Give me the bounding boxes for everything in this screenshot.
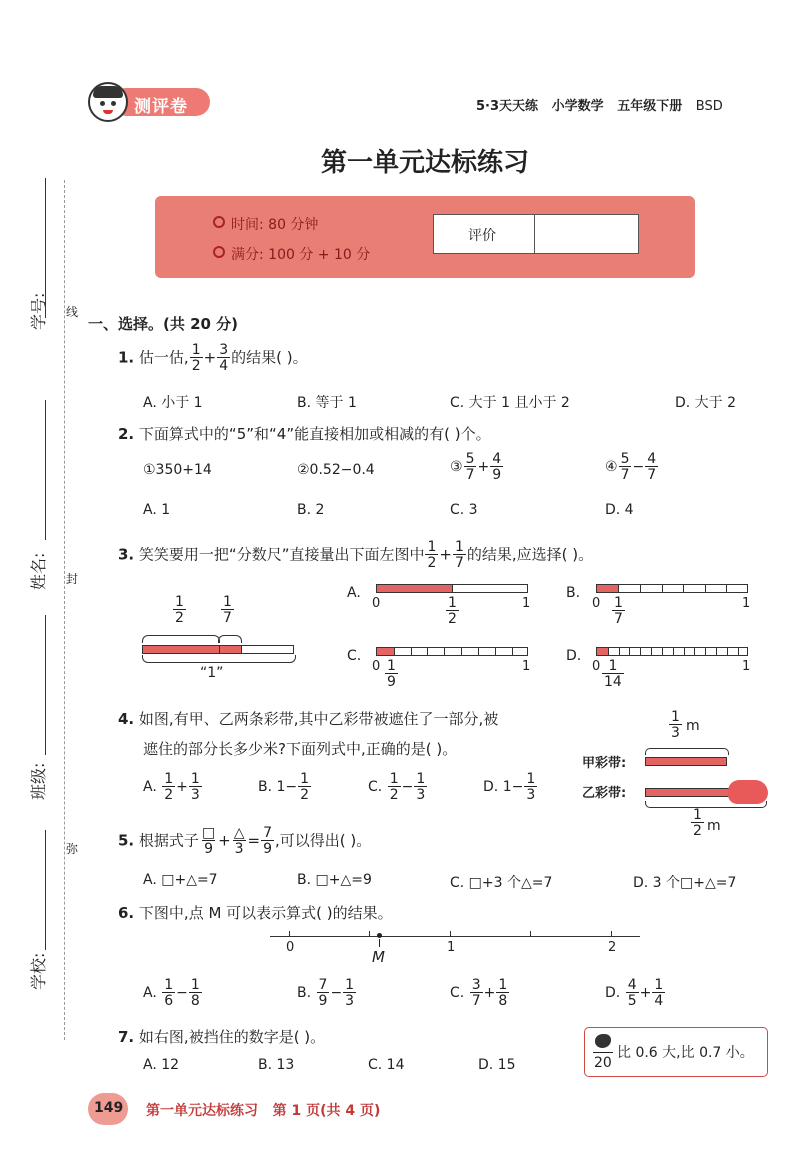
school-line: [45, 830, 46, 950]
q2-option-c[interactable]: C. 3: [450, 502, 478, 518]
q1-option-a[interactable]: A. 小于 1: [143, 395, 203, 411]
point-m-arrow-icon: [379, 939, 380, 947]
question-1: 1. 估一估, $\frac{1}{2}$ + $\frac{3}{4}$ 的结果( )。: [118, 342, 308, 374]
page-number: 149: [94, 1100, 124, 1116]
margin-mark-mi: 弥: [66, 842, 79, 856]
badge: [88, 82, 212, 122]
student-id-line: [45, 178, 46, 318]
series-name: 5·3天天练: [476, 99, 539, 114]
q2-expression-1: ①350+14: [143, 462, 212, 478]
q6-option-d[interactable]: D. $\frac{4}{5}$ + $\frac{1}{4}$: [605, 977, 664, 1009]
name-line: [45, 400, 46, 540]
q2-option-b[interactable]: B. 2: [297, 502, 325, 518]
q3-ruler-c: [376, 647, 528, 656]
q7-hint-box: [584, 1027, 768, 1077]
q7-option-d[interactable]: D. 15: [478, 1057, 516, 1073]
badge-label: 测评卷: [134, 97, 188, 117]
question-5: 5. 根据式子 $\frac{□}{9}$ + $\frac{\triangle}{3}$ = $\frac{7}{9}$ ,可以得出( )。: [118, 825, 372, 857]
q2-option-a[interactable]: A. 1: [143, 502, 171, 518]
q3-ruler-b: [596, 584, 748, 593]
q5-option-a[interactable]: A. □+△=7: [143, 872, 218, 888]
ribbon-yi-label: 乙彩带:: [582, 786, 627, 801]
q3-label-seventh: $\frac{1}{7}$: [223, 594, 232, 626]
q4-option-d[interactable]: D. 1− $\frac{1}{3}$: [483, 771, 536, 803]
header-info: [476, 95, 723, 114]
q3-ruler-a: [376, 584, 528, 593]
q3-ruler-c-mark: $\frac{1}{9}$: [387, 658, 396, 690]
q1-option-d[interactable]: D. 大于 2: [675, 395, 737, 411]
q5-option-c[interactable]: C. □+3 个△=7: [450, 875, 553, 891]
class-label: 班级:: [29, 762, 48, 800]
school-label: 学校:: [29, 952, 48, 990]
page-number-badge: [88, 1093, 128, 1125]
subject-name: 小学数学: [551, 99, 604, 114]
section-heading: 一、选择。(共 20 分): [88, 315, 239, 333]
check-icon: [213, 246, 225, 258]
q4-option-c[interactable]: C. $\frac{1}{2}$ − $\frac{1}{3}$: [368, 771, 426, 803]
q5-option-d[interactable]: D. 3 个□+△=7: [633, 875, 737, 891]
class-line: [45, 615, 46, 755]
q6-option-c[interactable]: C. $\frac{3}{7}$ + $\frac{1}{8}$: [450, 977, 508, 1009]
ink-blot-icon: [595, 1034, 611, 1048]
q7-option-c[interactable]: C. 14: [368, 1057, 405, 1073]
question-7: 7. 如右图,被挡住的数字是( )。: [118, 1028, 326, 1046]
ribbon-yi: [645, 788, 735, 797]
margin-mark-xian: 线: [66, 305, 79, 319]
q4-bottom-fraction: $\frac{1}{2}$: [693, 807, 702, 839]
grade-name: 五年级下册: [617, 99, 683, 114]
hint-denominator: 20: [594, 1055, 612, 1071]
clock-icon: [213, 216, 225, 228]
tick-2: 2: [608, 940, 617, 955]
question-6: 6. 下图中,点 M 可以表示算式( )的结果。: [118, 904, 393, 922]
q1-option-b[interactable]: B. 等于 1: [297, 395, 357, 411]
point-m-label: M: [372, 948, 385, 966]
student-id-label: 学号:: [29, 292, 48, 330]
tick-1: 1: [447, 940, 456, 955]
question-3: 3. 笑笑要用一把“分数尺”直接量出下面左图中 $\frac{1}{2}$ + $\frac{1}{7}$ 的结果,应选择( )。: [118, 539, 594, 571]
q2-expression-4: ④ $\frac{5}{7}$ − $\frac{4}{7}$: [605, 451, 657, 483]
edition-name: BSD: [695, 99, 723, 114]
q3-unit-label: “1”: [200, 665, 224, 681]
q4-top-fraction: $\frac{1}{3}$: [671, 709, 680, 741]
q3-ruler-d: [596, 647, 748, 656]
tick-0: 0: [286, 940, 295, 955]
question-4-line-2: 遮住的部分长多少米?下面列式中,正确的是( )。: [143, 740, 458, 758]
q7-option-b[interactable]: B. 13: [258, 1057, 295, 1073]
ribbon-jia-label: 甲彩带:: [582, 756, 627, 771]
q3-option-a[interactable]: A.: [347, 585, 361, 601]
q3-strip: [142, 645, 294, 654]
q3-option-c[interactable]: C.: [347, 648, 362, 664]
question-2: 2. 下面算式中的“5”和“4”能直接相加或相减的有( )个。: [118, 425, 491, 443]
q6-option-b[interactable]: B. $\frac{7}{9}$ − $\frac{1}{3}$: [297, 977, 355, 1009]
q2-expression-3: ③ $\frac{5}{7}$ + $\frac{4}{9}$: [450, 451, 502, 483]
footer-text: 第一单元达标练习 第 1 页(共 4 页): [146, 1103, 381, 1119]
hint-text: 比 0.6 大,比 0.7 小。: [617, 1045, 754, 1061]
ribbon-jia: [645, 757, 727, 766]
q3-option-d[interactable]: D.: [566, 648, 582, 664]
margin-dashed-line: [64, 180, 65, 1040]
time-text: 时间: 80 分钟: [231, 217, 319, 233]
evaluation-label: 评价: [468, 228, 496, 244]
q6-option-a[interactable]: A. $\frac{1}{6}$ − $\frac{1}{8}$: [143, 977, 200, 1009]
question-4-line-1: 4. 如图,有甲、乙两条彩带,其中乙彩带被遮住了一部分,被: [118, 710, 499, 728]
margin-mark-feng: 封: [66, 572, 79, 586]
point-m-marker: [377, 933, 382, 938]
info-box: [155, 196, 695, 278]
q3-ruler-d-mark: $\frac{1}{14}$: [604, 658, 622, 690]
name-label: 姓名:: [29, 552, 48, 590]
q5-option-b[interactable]: B. □+△=9: [297, 872, 372, 888]
q2-expression-2: ②0.52−0.4: [297, 462, 375, 478]
evaluation-box: [433, 214, 639, 254]
score-text: 满分: 100 分 + 10 分: [231, 247, 371, 263]
q3-option-b[interactable]: B.: [566, 585, 581, 601]
page-title: 第一单元达标练习: [320, 148, 529, 178]
mascot-icon: [88, 82, 128, 122]
q2-option-d[interactable]: D. 4: [605, 502, 634, 518]
q4-option-b[interactable]: B. 1− $\frac{1}{2}$: [258, 771, 310, 803]
q3-figure: [140, 595, 300, 685]
q7-option-a[interactable]: A. 12: [143, 1057, 180, 1073]
q3-label-half: $\frac{1}{2}$: [175, 594, 184, 626]
q3-ruler-b-mark: $\frac{1}{7}$: [614, 595, 623, 627]
number-line: [270, 936, 640, 937]
q3-ruler-a-mark: $\frac{1}{2}$: [448, 595, 457, 627]
q1-option-c[interactable]: C. 大于 1 且小于 2: [450, 395, 570, 411]
q4-option-a[interactable]: A. $\frac{1}{2}$ + $\frac{1}{3}$: [143, 771, 200, 803]
